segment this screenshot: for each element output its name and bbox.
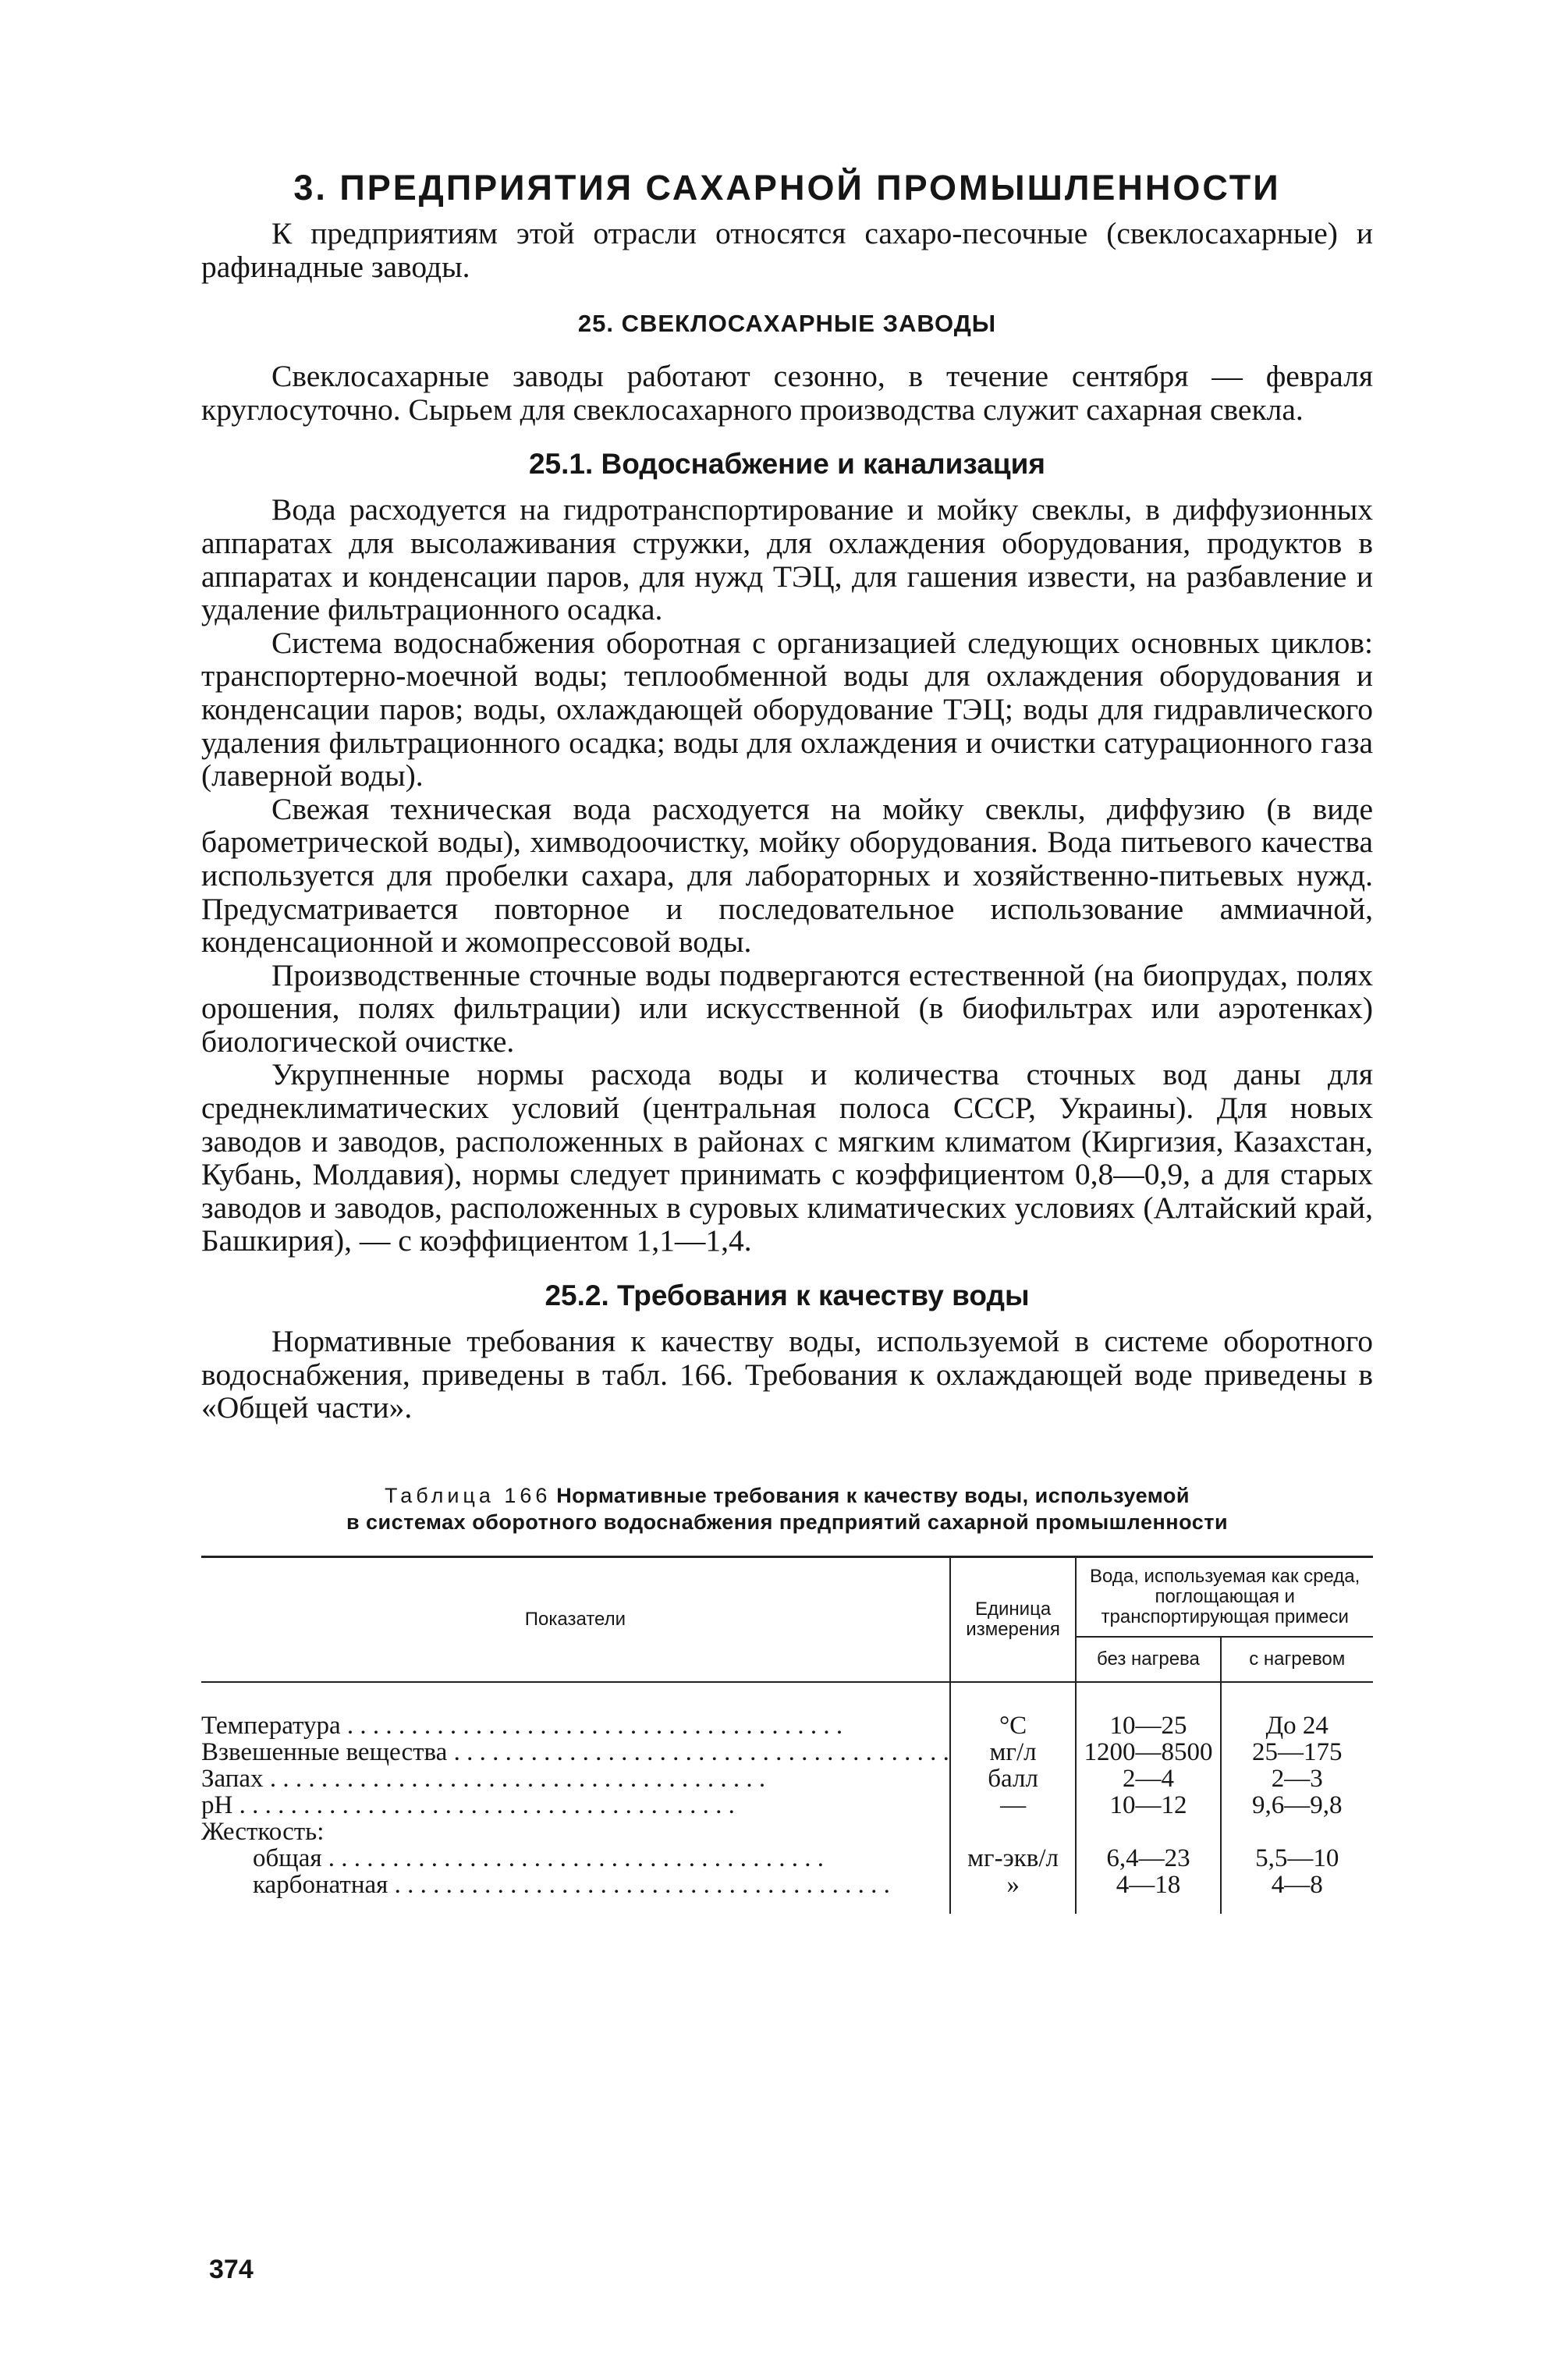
document-page xyxy=(201,165,1373,1914)
indicator-name: Запах . . . xyxy=(201,1765,949,1792)
cell-with-heat: 2—3 xyxy=(1221,1765,1373,1792)
cell-indicator xyxy=(201,1765,950,1792)
cell-indicator xyxy=(201,1845,950,1872)
table-title-line2: в системах оборотного водоснабжения предприятий сахарной промышленности xyxy=(346,1510,1229,1534)
table-caption xyxy=(201,1482,1373,1535)
cell-with-heat xyxy=(1221,1819,1373,1845)
cell-indicator xyxy=(201,1682,950,1739)
paragraph: Система водоснабжения оборотная с организацией следующих основных циклов: транспортерно-моечной воды; теплообменной воды для охлаждения оборудования и конденсации паров; воды, охлаждающей оборудование ТЭЦ; воды для гидравлического удаления фильтрационного осадка; воды для охлаждения и очистки сатурационного газа (лаверной воды). xyxy=(201,625,1373,793)
cell-unit: мг/л xyxy=(950,1739,1077,1765)
table-row xyxy=(201,1872,1373,1914)
cell-with-heat: 4—8 xyxy=(1221,1872,1373,1914)
table-row xyxy=(201,1792,1373,1819)
table-row xyxy=(201,1765,1373,1792)
paragraph: Нормативные требования к качеству воды, используемой в системе оборотного водоснабжения, приведены в табл. 166. Требования к охлаждающей воде приведены в «Общей части». xyxy=(201,1324,1373,1425)
col-header-with-heat: с нагревом xyxy=(1221,1637,1373,1681)
col-header-no-heat: без нагрева xyxy=(1076,1637,1220,1681)
table-row xyxy=(201,1845,1373,1872)
cell-no-heat: 1200—8500 xyxy=(1076,1739,1220,1765)
indicator-name: Жесткость: xyxy=(201,1818,325,1845)
chapter-intro: К предприятиям этой отрасли относятся сахаро-песочные (свеклосахарные) и рафинадные заводы. xyxy=(201,216,1373,284)
indicator-name: Температура . . . xyxy=(201,1712,949,1739)
subsection-title-water-quality: 25.2. Требования к качеству воды xyxy=(545,1279,1030,1312)
paragraph: Укрупненные нормы расхода воды и количества сточных вод даны для среднеклиматических условий (центральная полоса СССР, Украины). Для новых заводов и заводов, расположенных в районах с мягким климатом (Киргизия, Казахстан, Кубань, Молдавия), нормы следует принимать с коэффициентом 0,8—0,9, а для старых заводов и заводов, расположенных в суровых климатических условиях (Алтайский край, Башкирия), — с коэффициентом 1,1—1,4. xyxy=(201,1057,1373,1258)
col-header-group: Вода, используемая как среда, поглощающая и транспортирующая примеси xyxy=(1076,1556,1373,1637)
table-label: Таблица 166 xyxy=(385,1483,552,1507)
cell-no-heat: 2—4 xyxy=(1076,1765,1220,1792)
cell-unit: мг-экв/л xyxy=(950,1845,1077,1872)
cell-indicator xyxy=(201,1739,950,1765)
cell-no-heat: 10—25 xyxy=(1076,1682,1220,1739)
cell-unit xyxy=(950,1819,1077,1845)
cell-with-heat: До 24 xyxy=(1221,1682,1373,1739)
col-header-indicator: Показатели xyxy=(201,1556,950,1681)
cell-no-heat: 4—18 xyxy=(1076,1872,1220,1914)
section-title: 25. СВЕКЛОСАХАРНЫЕ ЗАВОДЫ xyxy=(577,310,997,338)
cell-unit: °С xyxy=(950,1682,1077,1739)
cell-unit: » xyxy=(950,1872,1077,1914)
indicator-name: общая . . . xyxy=(253,1845,949,1872)
cell-indicator xyxy=(201,1792,950,1819)
col-header-unit: Единица измерения xyxy=(950,1556,1077,1681)
paragraph: Производственные сточные воды подвергаются естественной (на биопрудах, полях орошения, полях фильтрации) или искусственной (в биофильтрах или аэротенках) биологической очистке. xyxy=(201,957,1373,1059)
cell-with-heat: 5,5—10 xyxy=(1221,1845,1373,1872)
indicator-name: Взвешенные вещества . . . xyxy=(201,1739,949,1765)
paragraph: Свежая техническая вода расходуется на мойку свеклы, диффузию (в виде барометрической воды), химводоочистку, мойку оборудования. Вода питьевого качества используется для пробелки сахара, для лабораторных и хозяйственно-питьевых нужд. Предусматривается повторное и последовательное использование аммиачной, конденсационной и жомопрессовой воды. xyxy=(201,791,1373,960)
cell-no-heat: 6,4—23 xyxy=(1076,1845,1220,1872)
subsection-title-water-supply: 25.1. Водоснабжение и канализация xyxy=(528,448,1045,481)
cell-unit: балл xyxy=(950,1765,1077,1792)
cell-indicator xyxy=(201,1872,950,1914)
section-intro: Свеклосахарные заводы работают сезонно, в течение сентября — февраля круглосуточно. Сырьем для свеклосахарного производства служит сахарная свекла. xyxy=(201,359,1373,427)
page-number: 374 xyxy=(209,2255,254,2284)
cell-no-heat: 10—12 xyxy=(1076,1792,1220,1819)
table-title-line1: Нормативные требования к качеству воды, используемой xyxy=(556,1483,1190,1507)
indicator-name: pH . . . xyxy=(201,1792,949,1819)
cell-with-heat: 25—175 xyxy=(1221,1739,1373,1765)
table-row xyxy=(201,1682,1373,1739)
indicator-name: карбонатная . . . xyxy=(253,1872,949,1898)
table-row xyxy=(201,1739,1373,1765)
chapter-title: 3. ПРЕДПРИЯТИЯ САХАРНОЙ ПРОМЫШЛЕННОСТИ xyxy=(293,168,1281,208)
cell-no-heat xyxy=(1076,1819,1220,1845)
cell-with-heat: 9,6—9,8 xyxy=(1221,1792,1373,1819)
cell-indicator xyxy=(201,1819,950,1845)
cell-unit: — xyxy=(950,1792,1077,1819)
paragraph: Вода расходуется на гидротранспортирование и мойку свеклы, в диффузионных аппаратах для высолаживания стружки, для охлаждения оборудования, продуктов в аппаратах и конденсации паров, для нужд ТЭЦ, для гашения извести, на разбавление и удаление фильтрационного осадка. xyxy=(201,492,1373,627)
water-quality-table xyxy=(201,1556,1373,1914)
table-row xyxy=(201,1819,1373,1845)
